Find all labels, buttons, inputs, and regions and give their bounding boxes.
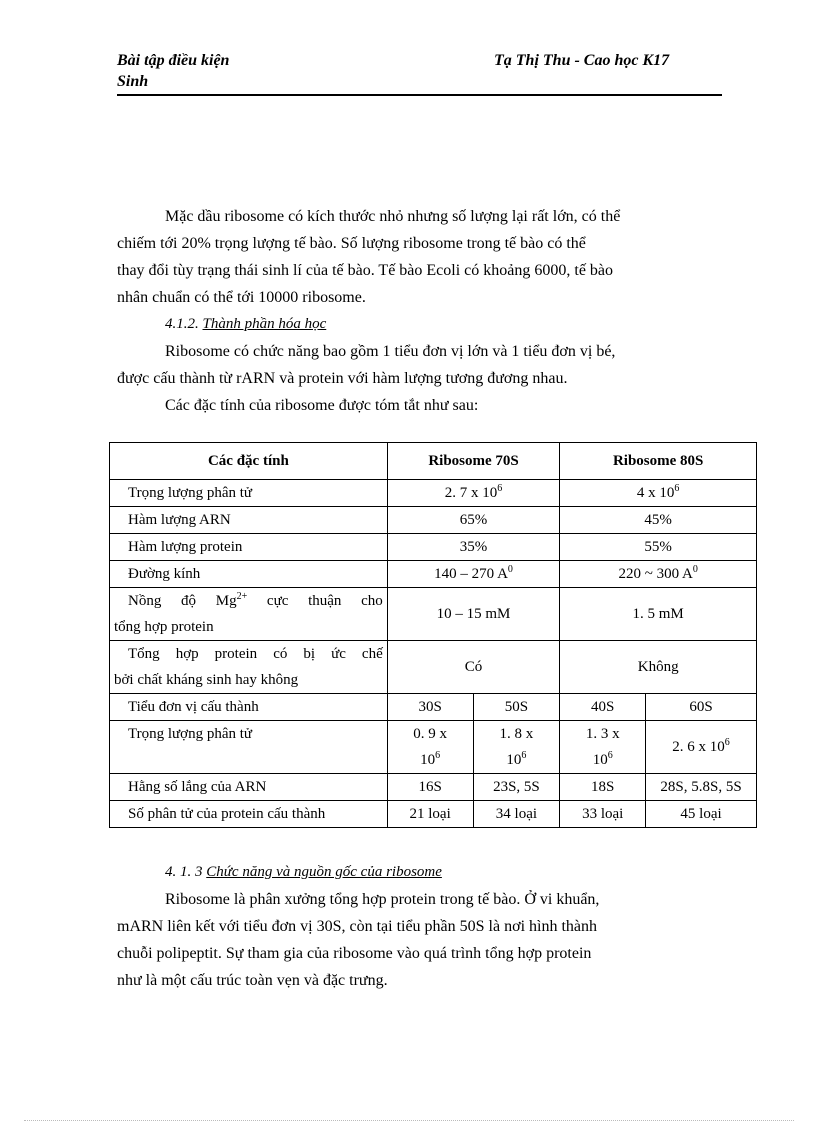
table-cell: Có (387, 641, 560, 694)
table-cell: 10 – 15 mM (387, 588, 560, 641)
exponent: 6 (435, 750, 441, 761)
table-cell: 21 loại (387, 801, 473, 828)
table-row (110, 588, 757, 641)
exponent: 6 (607, 750, 613, 761)
superscript: 2+ (236, 591, 248, 602)
text-line: được cấu thành từ rARN và protein với hàm lượng tương đương nhau. (117, 370, 568, 387)
text-line: Ribosome có chức năng bao gồm 1 tiểu đơn vị lớn và 1 tiểu đơn vị bé, (165, 343, 616, 360)
row-label: Đường kính (110, 561, 388, 588)
text-line: thay đổi tùy trạng thái sinh lí của tế bào. Tế bào Ecoli có khoảng 6000, tế bào (117, 262, 614, 279)
table-row (110, 774, 757, 801)
row-label: Trọng lượng phân tử (110, 480, 388, 507)
header-left (117, 50, 317, 92)
table-row (110, 534, 757, 561)
table-cell: 35% (387, 534, 560, 561)
label-line: tổng hợp protein (114, 619, 214, 635)
row-label: Tiểu đơn vị cấu thành (110, 694, 388, 721)
table-row (110, 694, 757, 721)
label-line: bởi chất kháng sinh hay không (114, 672, 299, 688)
table-cell: 18S (560, 774, 646, 801)
table-cell (646, 721, 757, 774)
section-number: 4.1.2. (165, 316, 199, 332)
header-author: Tạ Thị Thu - Cao học K17 (494, 52, 670, 69)
label-line (114, 588, 383, 614)
value-line: 0. 9 x (413, 726, 448, 742)
table-cell: Không (560, 641, 757, 694)
header-cell: Ribosome 70S (387, 443, 560, 480)
value-line (564, 747, 641, 773)
value-line: 1. 8 x (499, 726, 534, 742)
page-header (117, 50, 722, 96)
ribosome-properties-table (109, 442, 757, 828)
header-cell: Ribosome 80S (560, 443, 757, 480)
value: 2. 6 x 10 (672, 739, 725, 755)
section-title: Thành phần hóa học (202, 316, 327, 332)
section-heading-4-1-3 (165, 862, 442, 882)
table-cell (387, 480, 560, 507)
paragraph-ribosome-count (117, 203, 718, 311)
table-cell (560, 561, 757, 588)
row-label (110, 641, 388, 694)
table-cell (560, 721, 646, 774)
row-label: Hàm lượng protein (110, 534, 388, 561)
row-label (110, 588, 388, 641)
table-cell (387, 561, 560, 588)
page-bottom-divider (24, 1120, 794, 1121)
exponent: 6 (674, 483, 680, 494)
exponent: 6 (497, 483, 503, 494)
table-cell: 65% (387, 507, 560, 534)
table-cell: 55% (560, 534, 757, 561)
table-cell: 28S, 5.8S, 5S (646, 774, 757, 801)
text-line: mARN liên kết với tiểu đơn vị 30S, còn tại tiểu phần 50S là nơi hình thành (117, 918, 597, 935)
row-label: Hàm lượng ARN (110, 507, 388, 534)
value: 220 ~ 300 A (618, 566, 693, 582)
exponent: 6 (724, 737, 730, 748)
table-cell: 16S (387, 774, 473, 801)
row-label: Trọng lượng phân tử (110, 721, 388, 774)
table-cell: 60S (646, 694, 757, 721)
label-part: cực thuận cho (247, 593, 383, 609)
section-heading-4-1-2 (165, 314, 326, 334)
value: 4 x 10 (636, 485, 675, 501)
table-cell: 1. 5 mM (560, 588, 757, 641)
text-line: chiếm tới 20% trọng lượng tế bào. Số lượng ribosome trong tế bào có thể (117, 235, 586, 252)
table-cell: 40S (560, 694, 646, 721)
section-title: Chức năng và nguồn gốc của ribosome (206, 864, 442, 880)
superscript: 0 (507, 564, 513, 575)
label-part: Nồng độ Mg (128, 593, 237, 609)
row-label: Hằng số lắng của ARN (110, 774, 388, 801)
table-cell: 30S (387, 694, 473, 721)
superscript: 0 (692, 564, 698, 575)
value: 10 (420, 752, 436, 768)
header-course-line1: Bài tập điều kiện (117, 52, 230, 69)
table-row (110, 721, 757, 774)
table-header-row (110, 443, 757, 480)
text-line: Ribosome là phân xưởng tổng hợp protein trong tế bào. Ở vi khuẩn, (165, 891, 600, 908)
value-line: 1. 3 x (585, 726, 620, 742)
table-cell: 50S (473, 694, 560, 721)
table-cell: 45 loại (646, 801, 757, 828)
table-cell (387, 721, 473, 774)
table-row (110, 801, 757, 828)
text-line: như là một cấu trúc toàn vẹn và đặc trưng. (117, 972, 388, 989)
paragraph-table-intro: Các đặc tính của ribosome được tóm tắt như sau: (165, 397, 479, 414)
table-row (110, 507, 757, 534)
text-line: nhân chuẩn có thể tới 10000 ribosome. (117, 289, 366, 306)
paragraph-composition (117, 338, 718, 392)
table-cell: 23S, 5S (473, 774, 560, 801)
header-course-line2: Sinh (117, 73, 149, 90)
table-row (110, 561, 757, 588)
row-label: Số phân tử của protein cấu thành (110, 801, 388, 828)
table-row (110, 641, 757, 694)
table-row (110, 480, 757, 507)
value-line (392, 747, 469, 773)
paragraph-function (117, 886, 718, 994)
value: 10 (506, 752, 522, 768)
value: 140 – 270 A (434, 566, 508, 582)
exponent: 6 (521, 750, 527, 761)
text-line: Mặc dầu ribosome có kích thước nhỏ nhưng số lượng lại rất lớn, có thể (165, 208, 621, 225)
value: 2. 7 x 10 (444, 485, 498, 501)
label-line: Tổng hợp protein có bị ức chế (128, 646, 383, 662)
text-line: chuỗi polipeptit. Sự tham gia của ribosome vào quá trình tổng hợp protein (117, 945, 592, 962)
table-cell (560, 480, 757, 507)
table-cell: 33 loại (560, 801, 646, 828)
table-cell: 34 loại (473, 801, 560, 828)
header-cell: Các đặc tính (110, 443, 388, 480)
table-cell: 45% (560, 507, 757, 534)
table-cell (473, 721, 560, 774)
value: 10 (592, 752, 608, 768)
section-number: 4. 1. 3 (165, 864, 203, 880)
value-line (478, 747, 556, 773)
